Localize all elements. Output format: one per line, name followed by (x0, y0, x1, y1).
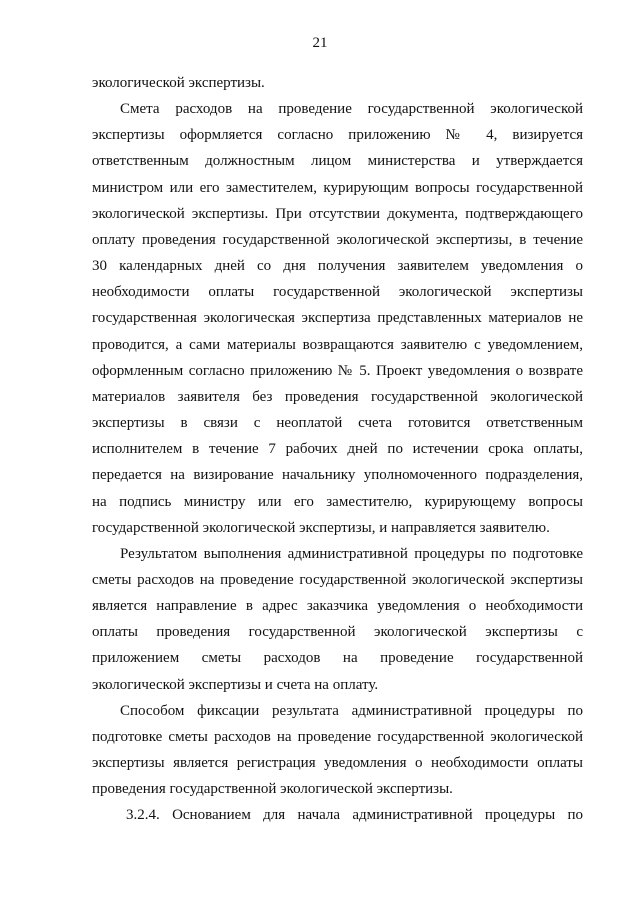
text-line: экспертизы является регистрация уведомления о необходимости оплаты (92, 755, 583, 772)
text-line: государственной экологической экспертизы, и направляется заявителю. (92, 519, 550, 536)
text-line: экологической экспертизы. (92, 75, 265, 91)
text-line: Смета расходов на проведение государственной экологической (120, 101, 583, 118)
text-line: 3.2.4. Основанием для начала административной процедуры по (126, 807, 583, 824)
text-line: экологической экспертизы и счета на оплату. (92, 676, 379, 693)
text-line: Способом фиксации результата административной процедуры по (120, 702, 583, 719)
text-line: проводится, а сами материалы возвращаются заявителю с уведомлением, (92, 336, 583, 353)
text-line: сметы расходов на проведение государственной экологической экспертизы (92, 571, 583, 588)
paragraph-result (92, 541, 583, 698)
text-line: исполнителем в течение 7 рабочих дней по истечении срока оплаты, (92, 441, 583, 458)
paragraph-section-3-2-4 (92, 802, 583, 828)
text-line: государственная экологическая экспертиза представленных материалов не (92, 310, 583, 327)
text-line: оплаты проведения государственной экологической экспертизы с (92, 624, 583, 641)
text-line: материалов заявителя без проведения государственной экологической (92, 388, 583, 405)
text-line: является направление в адрес заказчика уведомления о необходимости (92, 598, 583, 615)
paragraph-continuation (92, 70, 583, 96)
text-line: ответственным должностным лицом министерства и утверждается (92, 153, 583, 170)
text-line: на подпись министру или его заместителю, курирующему вопросы (92, 493, 583, 510)
text-line: министром или его заместителем, курирующим вопросы государственной (92, 179, 583, 196)
text-line: передается на визирование начальнику уполномоченного подразделения, (92, 467, 583, 484)
text-line: необходимости оплаты государственной экологической экспертизы (92, 284, 583, 301)
text-line: экспертизы в связи с неоплатой счета готовится ответственным (92, 415, 583, 432)
text-line: проведения государственной экологической экспертизы. (92, 781, 453, 798)
page-number: 21 (312, 35, 328, 51)
paragraph-cost-estimate (92, 96, 583, 541)
text-line: приложением сметы расходов на проведение государственной (92, 650, 583, 667)
text-line: экологической экспертизы. При отсутствии документа, подтверждающего (92, 205, 583, 222)
text-line: подготовке сметы расходов на проведение государственной экологической (92, 728, 583, 745)
document-body (92, 70, 583, 829)
paragraph-fixation (92, 698, 583, 803)
text-line: экспертизы оформляется согласно приложению № 4, визируется (92, 127, 583, 144)
text-line: Результатом выполнения административной процедуры по подготовке (120, 545, 583, 562)
text-line: 30 календарных дней со дня получения заявителем уведомления о (92, 258, 583, 275)
text-line: оплату проведения государственной экологической экспертизы, в течение (92, 231, 583, 248)
text-line: оформленным согласно приложению № 5. Проект уведомления о возврате (92, 362, 583, 379)
